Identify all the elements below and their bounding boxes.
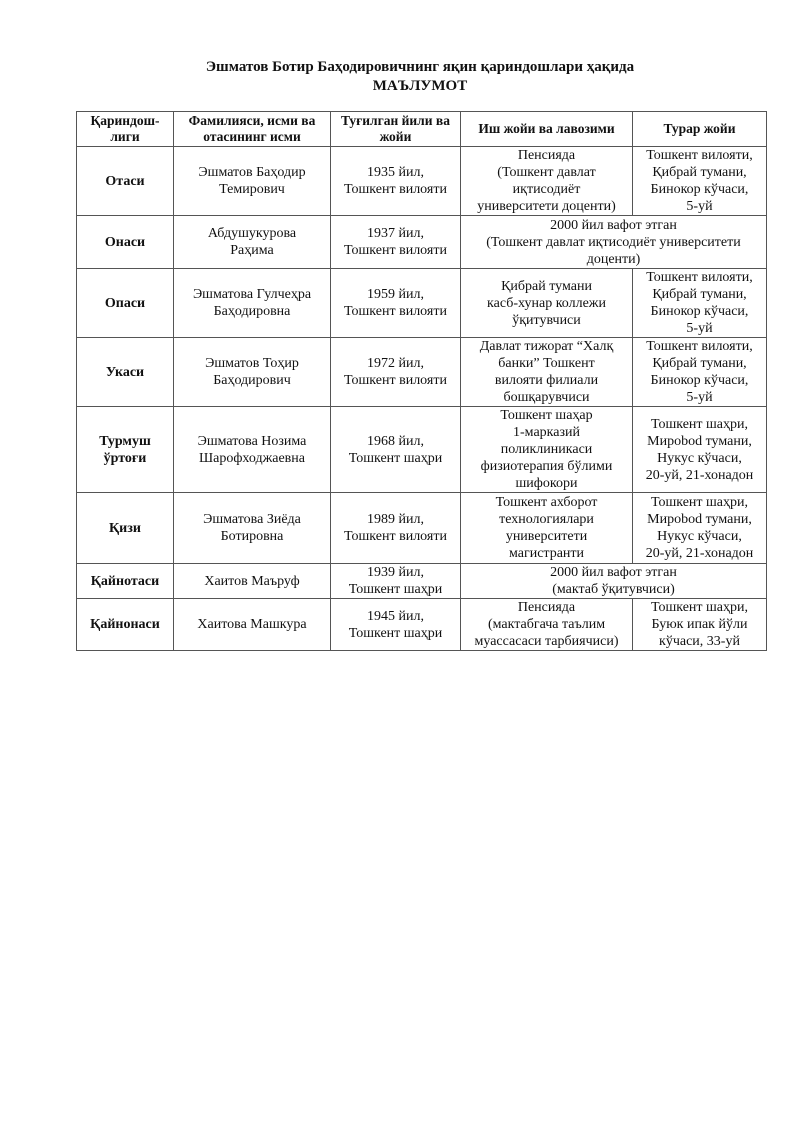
cell-relation: Қайнонаси: [77, 599, 174, 651]
document-subtitle: МАЪЛУМОТ: [372, 78, 468, 94]
cell-name: Эшматова Зиёда Ботировна: [174, 493, 331, 564]
cell-name: Хаитов Маъруф: [174, 564, 331, 599]
cell-name: Эшматов Тоҳир Баҳодирович: [174, 338, 331, 407]
cell-address: Тошкент шаҳри, Мирobod тумани, Нукус кўчаси, 20-уй, 21-хонадон: [633, 407, 767, 493]
document-title: Эшматов Ботир Баҳодировичнинг яқин қариндошлари ҳақида: [205, 59, 635, 75]
cell-address: Тошкент вилояти, Қибрай тумани, Бинокор кўчаси, 5-уй: [633, 338, 767, 407]
table-row: [77, 564, 767, 599]
cell-work: Давлат тижорат “Халқ банки” Тошкент вилояти филиали бошқарувчиси: [461, 338, 633, 407]
relatives-table: [76, 111, 767, 651]
header-birth: Туғилган йили ва жойи: [331, 112, 461, 147]
cell-address: Тошкент вилояти, Қибрай тумани, Бинокор кўчаси, 5-уй: [633, 269, 767, 338]
header-work: Иш жойи ва лавозими: [461, 112, 633, 147]
cell-work-merged: 2000 йил вафот этган (мактаб ўқитувчиси): [461, 564, 767, 599]
header-name: Фамилияси, исми ва отасининг исми: [174, 112, 331, 147]
table-row: [77, 147, 767, 216]
cell-name: Абдушукурова Раҳима: [174, 216, 331, 269]
cell-relation: Укаси: [77, 338, 174, 407]
cell-address: Тошкент шаҳри, Мирobod тумани, Нукус кўчаси, 20-уй, 21-хонадон: [633, 493, 767, 564]
cell-birth: 1939 йил, Тошкент шаҳри: [331, 564, 461, 599]
cell-birth: 1937 йил, Тошкент вилояти: [331, 216, 461, 269]
cell-birth: 1989 йил, Тошкент вилояти: [331, 493, 461, 564]
table-header-row: [77, 112, 767, 147]
cell-relation: Отаси: [77, 147, 174, 216]
table-row: [77, 407, 767, 493]
cell-work: Қибрай тумани касб-хунар коллежи ўқитувчиси: [461, 269, 633, 338]
cell-work: Пенсияда (мактабгача таълим муассасаси тарбиячиси): [461, 599, 633, 651]
cell-relation: Онаси: [77, 216, 174, 269]
cell-name: Эшматова Гулчеҳра Баҳодировна: [174, 269, 331, 338]
cell-work: Тошкент ахборот технологиялари университети магистранти: [461, 493, 633, 564]
cell-address: Тошкент вилояти, Қибрай тумани, Бинокор кўчаси, 5-уй: [633, 147, 767, 216]
table-row: [77, 216, 767, 269]
table-row: [77, 493, 767, 564]
cell-relation: Қизи: [77, 493, 174, 564]
cell-relation: Турмуш ўртоғи: [77, 407, 174, 493]
cell-work: Пенсияда (Тошкент давлат иқтисодиёт университети доценти): [461, 147, 633, 216]
header-address: Турар жойи: [633, 112, 767, 147]
table-row: [77, 599, 767, 651]
cell-birth: 1968 йил, Тошкент шаҳри: [331, 407, 461, 493]
cell-birth: 1972 йил, Тошкент вилояти: [331, 338, 461, 407]
table-row: [77, 338, 767, 407]
cell-address: Тошкент шаҳри, Буюк ипак йўли кўчаси, 33-уй: [633, 599, 767, 651]
cell-birth: 1959 йил, Тошкент вилояти: [331, 269, 461, 338]
cell-relation: Қайнотаси: [77, 564, 174, 599]
cell-work: Тошкент шаҳар 1-марказий поликлиникаси физиотерапия бўлими шифокори: [461, 407, 633, 493]
header-relation: Қариндош- лиги: [77, 112, 174, 147]
cell-birth: 1945 йил, Тошкент шаҳри: [331, 599, 461, 651]
table-row: [77, 269, 767, 338]
cell-name: Хаитова Машкура: [174, 599, 331, 651]
cell-name: Эшматов Баҳодир Темирович: [174, 147, 331, 216]
cell-birth: 1935 йил, Тошкент вилояти: [331, 147, 461, 216]
cell-name: Эшматова Нозима Шарофходжаевна: [174, 407, 331, 493]
cell-work-merged: 2000 йил вафот этган (Тошкент давлат иқтисодиёт университети доценти): [461, 216, 767, 269]
cell-relation: Опаси: [77, 269, 174, 338]
